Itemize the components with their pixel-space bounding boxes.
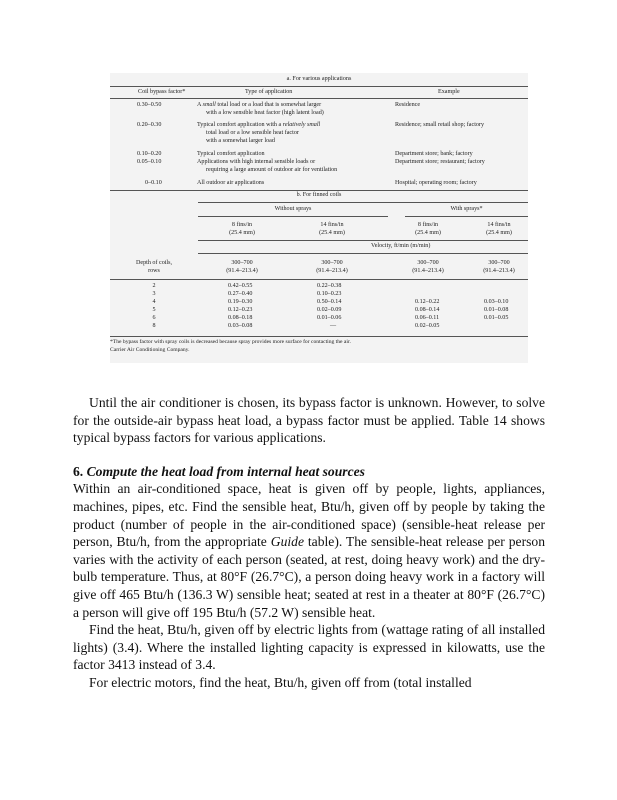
table-cell: 0.20–0.30 bbox=[137, 122, 162, 128]
paragraph: Find the heat, Btu/h, given off by electric lights from (wattage rating of all installed lights) (3.4). Where the installed lighting capacity is expressed in kilowatts, use the factor 3413 instead of 3.4. bbox=[73, 622, 545, 673]
table-cell: — bbox=[330, 323, 337, 329]
depth-cell: 2 bbox=[152, 283, 156, 289]
fin-header: 8 fins/in bbox=[231, 222, 253, 228]
velocity-value: (91.4–213.4) bbox=[412, 268, 444, 274]
fin-header: (25.4 mm) bbox=[229, 230, 255, 236]
depth-label: Depth of coils, bbox=[135, 260, 173, 266]
fin-header: (25.4 mm) bbox=[486, 230, 512, 236]
table-cell: with a low sensible heat factor (high latent load) bbox=[206, 110, 324, 116]
fin-header: (25.4 mm) bbox=[415, 230, 441, 236]
velocity-value: 300–700 bbox=[417, 260, 439, 266]
table-cell: 0.19–0.30 bbox=[228, 299, 253, 305]
table-cell: 0.01–0.05 bbox=[484, 315, 509, 321]
velocity-value: 300–700 bbox=[321, 260, 343, 266]
table-cell: 0.02–0.05 bbox=[415, 323, 440, 329]
table-footnote: *The bypass factor with spray coils is decreased because spray provides more surface for contacting the air. bbox=[110, 339, 351, 345]
table-cell: Typical comfort application with a relatively small bbox=[197, 122, 321, 128]
table-part-b-title: b. For finned coils bbox=[296, 192, 342, 198]
col-header-application: Type of application bbox=[245, 89, 293, 95]
col-header-bypass-factor: Coil bypass factor* bbox=[138, 89, 186, 95]
paragraph: Until the air conditioner is chosen, its bypass factor is unknown. However, to solve for the outside-air bypass heat load, a bypass factor must be applied. Table 14 shows typical bypass factors for various applications. bbox=[73, 395, 545, 446]
depth-cell: 3 bbox=[152, 291, 156, 297]
body-text bbox=[73, 394, 545, 692]
rule bbox=[198, 202, 528, 203]
table-cell: 0.50–0.14 bbox=[317, 299, 342, 305]
table-cell: Typical comfort application bbox=[197, 151, 265, 157]
table-cell: All outdoor air applications bbox=[197, 180, 265, 186]
table-cell: Department store; restaurant; factory bbox=[395, 159, 485, 165]
group-with-sprays: With sprays* bbox=[450, 206, 483, 212]
fin-header: 14 fins/in bbox=[487, 222, 511, 228]
depth-cell: 8 bbox=[152, 323, 156, 329]
table-cell: 0.12–0.22 bbox=[415, 299, 440, 305]
table-cell: 0.12–0.23 bbox=[228, 307, 253, 313]
rule bbox=[405, 216, 528, 217]
rule bbox=[198, 216, 388, 217]
section-number: 6. bbox=[73, 463, 84, 479]
table-cell: 0.05–0.10 bbox=[137, 159, 162, 165]
depth-cell: 5 bbox=[152, 307, 156, 313]
rule bbox=[110, 98, 528, 99]
rule bbox=[110, 190, 528, 191]
depth-cell: 4 bbox=[152, 299, 156, 305]
fin-header: (25.4 mm) bbox=[319, 230, 345, 236]
velocity-value: 300–700 bbox=[231, 260, 253, 266]
table-cell: Residence; small retail shop; factory bbox=[395, 122, 485, 128]
table-cell: 0.08–0.18 bbox=[228, 315, 253, 321]
table-cell: 0.03–0.08 bbox=[228, 323, 253, 329]
table-cell: 0.03–0.10 bbox=[484, 299, 509, 305]
table-cell: A small total load or a load that is somewhat larger bbox=[197, 102, 322, 108]
table-cell: with a somewhat larger load bbox=[206, 138, 275, 144]
col-header-example: Example bbox=[438, 89, 460, 95]
table-cell: 0.27–0.40 bbox=[228, 291, 253, 297]
table-cell: Residence bbox=[395, 102, 421, 108]
table-part-a-title: a. For various applications bbox=[286, 76, 352, 82]
paragraph: Within an air-conditioned space, heat is given off by people, lights, appliances, machines, pipes, etc. Find the sensible heat, Btu/h, given off by people by taking the product (number of people in the air-conditioned space) (sensible-heat release per person, Btu/h, from the appropriate Guide table). The sensible-heat release per person varies with the activity of each person (seated, at rest, doing heavy work) and the dry-bulb temperature. Thus, at 80°F (26.7°C), a person doing heavy work in a factory will give off 465 Btu/h (136.3 W) sensible heat; seated at rest in a theater at 80°F (26.7°C) a person will give off 195 Btu/h (57.2 W) sensible heat. bbox=[73, 481, 545, 620]
rule bbox=[110, 86, 528, 87]
table-cell: 0.42–0.55 bbox=[228, 283, 253, 289]
rule bbox=[110, 279, 528, 280]
table-cell: Hospital; operating room; factory bbox=[395, 180, 477, 186]
velocity-value: (91.4–213.4) bbox=[226, 268, 258, 274]
table-cell: 0.10–0.20 bbox=[137, 151, 162, 157]
table-source: Carrier Air Conditioning Company. bbox=[110, 347, 190, 353]
table-cell: 0.02–0.09 bbox=[317, 307, 342, 313]
table-cell: 0.22–0.38 bbox=[317, 283, 342, 289]
table-cell: 0.08–0.14 bbox=[415, 307, 440, 313]
rule bbox=[110, 336, 528, 337]
table-cell: 0.01–0.08 bbox=[484, 307, 509, 313]
fin-header: 8 fins/in bbox=[417, 222, 439, 228]
table-cell: 0.30–0.50 bbox=[137, 102, 162, 108]
velocity-value: (91.4–213.4) bbox=[316, 268, 348, 274]
table-cell: total load or a low sensible heat factor bbox=[206, 130, 299, 136]
table-cell: 0.01–0.06 bbox=[317, 315, 342, 321]
table-cell: 0–0.10 bbox=[145, 180, 162, 186]
rule bbox=[198, 253, 528, 254]
paragraph: For electric motors, find the heat, Btu/h, given off from (total installed bbox=[89, 674, 472, 690]
table-cell: Applications with high internal sensible loads or bbox=[197, 159, 316, 165]
fin-header: 14 fins/in bbox=[320, 222, 344, 228]
table-cell: 0.10–0.23 bbox=[317, 291, 342, 297]
velocity-value: (91.4–213.4) bbox=[483, 268, 515, 274]
depth-label: rows bbox=[148, 268, 160, 274]
section-heading bbox=[73, 463, 545, 481]
rule bbox=[198, 240, 528, 241]
table-cell: 0.06–0.11 bbox=[415, 315, 440, 321]
table-cell: Department store; bank; factory bbox=[395, 151, 473, 157]
depth-cell: 6 bbox=[152, 315, 156, 321]
velocity-label: Velocity, ft/min (m/min) bbox=[371, 243, 431, 249]
table-cell: requiring a large amount of outdoor air for ventilation bbox=[206, 167, 338, 173]
velocity-value: 300–700 bbox=[488, 260, 510, 266]
section-title: Compute the heat load from internal heat sources bbox=[86, 463, 365, 479]
group-without-sprays: Without sprays bbox=[274, 206, 312, 212]
bypass-factor-table bbox=[110, 73, 528, 363]
